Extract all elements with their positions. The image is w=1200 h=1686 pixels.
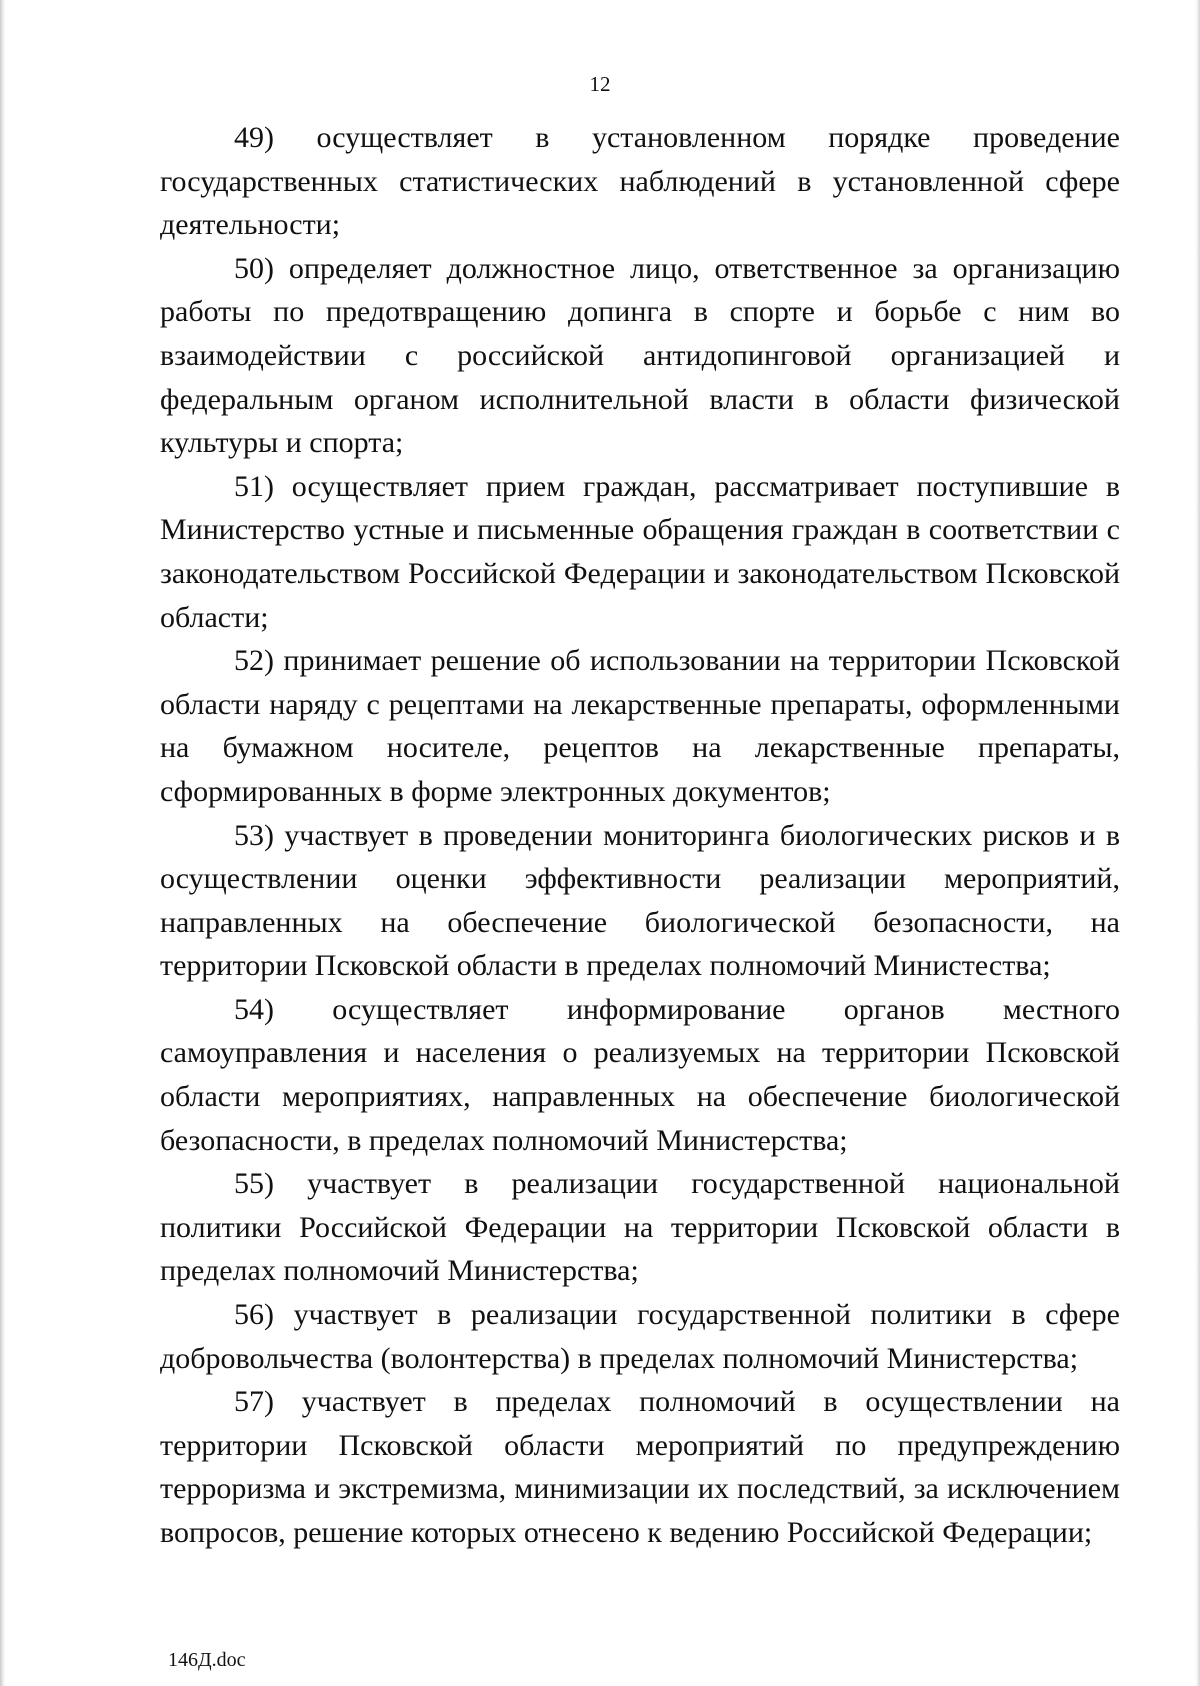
list-item-49: 49) осуществляет в установленном порядке проведение государственных статистических наблюдений в установленной сфере деятельности;	[160, 121, 1120, 242]
list-item-56: 56) участвует в реализации государственной политики в сфере добровольчества (волонтерства) в пределах полномочий Министерства;	[160, 1298, 1120, 1375]
list-item-50: 50) определяет должностное лицо, ответственное за организацию работы по предотвращению допинга в спорте и борьбе с ним во взаимодействии с российской антидопинговой организацией и федеральным органом исполнительной власти в области физической культуры и спорта;	[160, 251, 1120, 460]
scan-edge-left	[0, 0, 6, 1686]
file-name-footer: 146Д.doc	[168, 1649, 246, 1671]
page-number: 12	[589, 72, 611, 96]
scan-edge-right	[1195, 0, 1200, 1686]
list-item-55: 55) участвует в реализации государственной национальной политики Российской Федерации на территории Псковской области в пределах полномочий Министерства;	[160, 1167, 1120, 1288]
document-body	[160, 116, 1120, 1555]
list-item-53: 53) участвует в проведении мониторинга биологических рисков и в осуществлении оценки эффективности реализации мероприятий, направленных на обеспечение биологической безопасности, на территории Псковской области в пределах полномочий Министества;	[160, 818, 1120, 983]
list-item-51: 51) осуществляет прием граждан, рассматривает поступившие в Министерство устные и письменные обращения граждан в соответствии с законодательством Российской Федерации и законодательством Псковской области;	[160, 469, 1120, 634]
list-item-54: 54) осуществляет информирование органов местного самоуправления и населения о реализуемых на территории Псковской области мероприятиях, направленных на обеспечение биологической безопасности, в пределах полномочий Министерства;	[160, 992, 1120, 1157]
list-item-52: 52) принимает решение об использовании на территории Псковской области наряду с рецептами на лекарственные препараты, оформленными на бумажном носителе, рецептов на лекарственные препараты, сформированных в форме электронных документов;	[160, 644, 1120, 808]
list-item-57: 57) участвует в пределах полномочий в осуществлении на территории Псковской области мероприятий по предупреждению терроризма и экстремизма, минимизации их последствий, за исключением вопросов, решение которых отнесено к ведению Российской Федерации;	[160, 1385, 1120, 1549]
